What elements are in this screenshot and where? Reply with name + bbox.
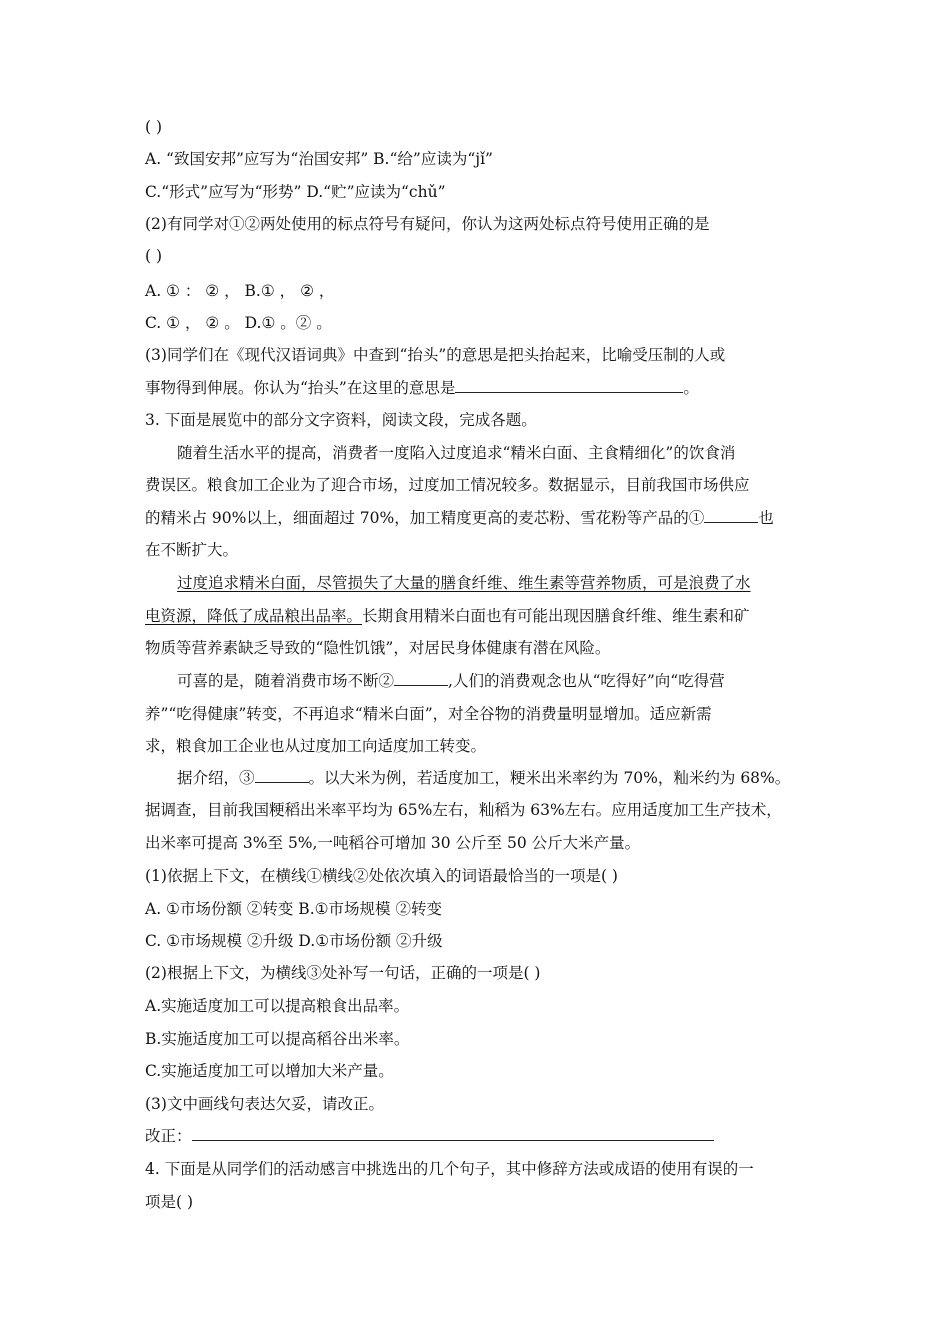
q3-passage-p4-l1-text: 据介绍，③ [177, 769, 255, 787]
q3-sub2-stem: (2)根据上下文，为横线③处补写一句话，正确的一项是( ) [145, 964, 541, 982]
q3-passage-p3-l1-rest: ,人们的消费观念也从“吃得好”向“吃得营 [448, 672, 725, 690]
q3-sub1-options-cd: C. ①市场规模 ②升级 D.①市场份额 ②升级 [145, 932, 443, 950]
q3-passage-p1-l1: 随着生活水平的提高，消费者一度陷入过度追求“精米白面、主食精细化”的饮食消 [177, 444, 736, 462]
blank-2[interactable] [394, 671, 448, 686]
q3-passage-p1-l3-end: 也 [758, 509, 774, 527]
q2-sub2-options-cd: C. ① ， ② 。 D.① 。② 。 [145, 314, 332, 332]
q3-passage-p4-l1 [177, 768, 790, 788]
q3-passage-p2-l3: 物质等营养素缺乏导致的“隐性饥饿”，对居民身体健康有潜在风险。 [145, 639, 611, 657]
q2-sub3-line2-end: 。 [683, 379, 699, 397]
q3-sub2-option-c: C.实施适度加工可以增加大米产量。 [145, 1062, 394, 1080]
q2-sub3-line2 [145, 378, 699, 398]
q3-passage-p3-l3: 求，粮食加工企业也从过度加工向适度加工转变。 [145, 737, 487, 755]
q2-sub1-options-cd: C.“形式”应写为“形势” D.“贮”应读为“chǔ” [145, 183, 446, 201]
q3-sub2-option-a: A.实施适度加工可以提高粮食出品率。 [145, 997, 410, 1015]
q3-stem: 3. 下面是展览中的部分文字资料，阅读文段，完成各题。 [145, 411, 537, 429]
q3-passage-p1-l4: 在不断扩大。 [145, 541, 239, 559]
q4-stem-l2: 项是( ) [145, 1193, 194, 1211]
q3-passage-p3-l2: 养”“吃得健康”转变，不再追求“精米白面”，对全谷物的消费量明显增加。适应新需 [145, 705, 712, 723]
q3-passage-p1-l2: 费误区。粮食加工企业为了迎合市场，过度加工情况较多。数据显示，目前我国市场供应 [145, 476, 750, 494]
q3-passage-p3-l1 [177, 671, 725, 691]
q3-passage-underlined-l2: 电资源，降低了成品粮出品率。 [145, 607, 363, 625]
q3-sub3-answer-line [145, 1126, 714, 1146]
correction-answer-blank[interactable] [192, 1126, 714, 1141]
blank-1[interactable] [704, 508, 758, 523]
q2-sub1-options-ab: A. “致国安邦”应写为“治国安邦” B.“给”应读为“jǐ” [145, 150, 493, 168]
q2-sub2-paren: ( ) [145, 247, 163, 265]
q2-sub3-line1: (3)同学们在《现代汉语词典》中查到“抬头”的意思是把头抬起来，比喻受压制的人或 [145, 346, 726, 364]
q3-passage-p2-l2 [145, 606, 750, 626]
q2-sub1-paren: ( ) [145, 118, 163, 136]
q3-sub1-stem: (1)依据上下文，在横线①横线②处依次填入的词语最恰当的一项是( ) [145, 867, 618, 885]
q3-passage-p4-l2: 据调查，目前我国粳稻出米率平均为 65%左右，籼稻为 63%左右。应用适度加工生产技术， [145, 801, 782, 819]
q3-passage-p3-l1-text: 可喜的是，随着消费市场不断② [177, 672, 395, 690]
q3-sub1-options-ab: A. ①市场份额 ②转变 B.①市场规模 ②转变 [145, 900, 442, 918]
q3-passage-p4-l3: 出米率可提高 3%至 5%,一吨稻谷可增加 30 公斤至 50 公斤大米产量。 [145, 834, 641, 852]
q2-sub2-stem: (2)有同学对①②两处使用的标点符号有疑问，你认为这两处标点符号使用正确的是 [145, 215, 710, 233]
q4-stem-l1: 4. 下面是从同学们的活动感言中挑选出的几个句子，其中修辞方法或成语的使用有误的一 [145, 1160, 754, 1178]
q3-sub3-stem: (3)文中画线句表达欠妥，请改正。 [145, 1095, 384, 1113]
q3-passage-underlined-l1: 过度追求精米白面，尽管损失了大量的膳食纤维、维生素等营养物质，可是浪费了水 [177, 574, 751, 592]
blank-3[interactable] [255, 768, 309, 783]
q3-passage-p4-l1-rest: 。以大米为例，若适度加工，粳米出米率约为 70%，籼米约为 68%。 [308, 769, 791, 787]
q3-sub2-option-b: B.实施适度加工可以提高稻谷出米率。 [145, 1030, 410, 1048]
q3-passage-p1-l3 [145, 508, 774, 528]
q3-passage-p1-l3-text: 的精米占 90%以上，细面超过 70%，加工精度更高的麦芯粉、雪花粉等产品的① [145, 509, 705, 527]
q2-sub3-line2-text: 事物得到伸展。你认为“抬头”在这里的意思是 [145, 379, 456, 397]
q3-passage-p2-l2-rest: 长期食用精米白面也有可能出现因膳食纤维、维生素和矿 [362, 607, 750, 625]
q3-sub3-answer-label: 改正： [145, 1127, 192, 1145]
q2-sub2-options-ab: A. ① ： ② ， B.① ， ② ， [145, 282, 335, 300]
answer-blank[interactable] [455, 378, 683, 393]
